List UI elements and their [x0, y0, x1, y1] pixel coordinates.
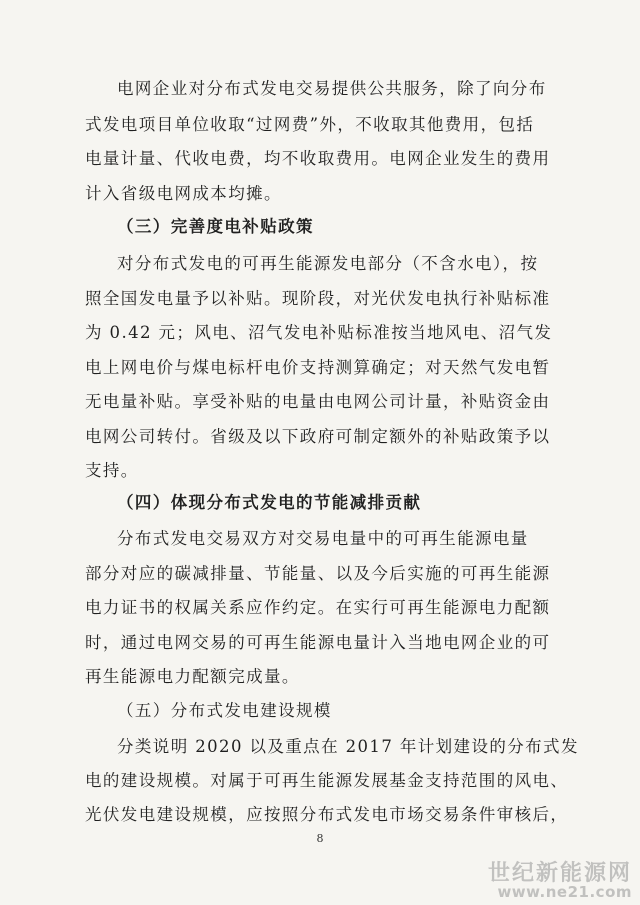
watermark-name: 世纪新能源网: [487, 861, 632, 886]
section-3-line-4: 电上网电价与煤电标杆电价支持测算确定；对天然气发电暂: [85, 358, 551, 377]
section-3-line-2: 照全国发电量予以补贴。现阶段，对光伏发电执行补贴标准: [85, 289, 551, 308]
intro-line-2: 式发电项目单位收取“过网费”外，不收取其他费用，包括: [85, 115, 535, 134]
intro-line-1: 电网企业对分布式发电交易提供公共服务，除了向分布: [117, 79, 547, 98]
section-5-heading: （五）分布式发电建设规模: [117, 701, 332, 720]
section-4-heading: （四）体现分布式发电的节能减排贡献: [117, 493, 422, 512]
section-4-line-2: 部分对应的碳减排量、节能量、以及今后实施的可再生能源: [85, 564, 551, 583]
watermark-logo: [412, 856, 632, 900]
section-3-line-1: 对分布式发电的可再生能源发电部分（不含水电），按: [117, 254, 539, 273]
intro-line-4: 计入省级电网成本均摊。: [85, 184, 282, 203]
section-5-line-1: 分类说明 2020 以及重点在 2017 年计划建设的分布式发: [117, 737, 579, 756]
section-4-line-3: 电力证书的权属关系应作约定。在实行可再生能源电力配额: [85, 598, 551, 617]
section-3-line-7: 支持。: [85, 461, 139, 480]
section-3-heading: （三）完善度电补贴政策: [117, 217, 314, 236]
section-3-line-3: 为 0.42 元；风电、沼气发电补贴标准按当地风电、沼气发: [85, 323, 553, 342]
section-4-line-1: 分布式发电交易双方对交易电量中的可再生能源电量: [117, 529, 529, 548]
page-number: 8: [316, 832, 324, 845]
watermark-url: www.ne21.com: [497, 883, 632, 901]
section-5-line-2: 电的建设规模。对属于可再生能源发展基金支持范围的风电、: [85, 771, 569, 790]
section-5-line-3: 光伏发电建设规模，应按照分布式发电市场交易条件审核后，: [85, 805, 569, 824]
intro-line-3: 电量计量、代收电费，均不收取费用。电网企业发生的费用: [85, 149, 551, 168]
section-3-line-6: 电网公司转付。省级及以下政府可制定额外的补贴政策予以: [85, 427, 551, 446]
section-4-line-5: 再生能源电力配额完成量。: [85, 667, 300, 686]
section-4-line-4: 时，通过电网交易的可再生能源电量计入当地电网企业的可: [85, 633, 551, 652]
section-3-line-5: 无电量补贴。享受补贴的电量由电网公司计量，补贴资金由: [85, 392, 551, 411]
